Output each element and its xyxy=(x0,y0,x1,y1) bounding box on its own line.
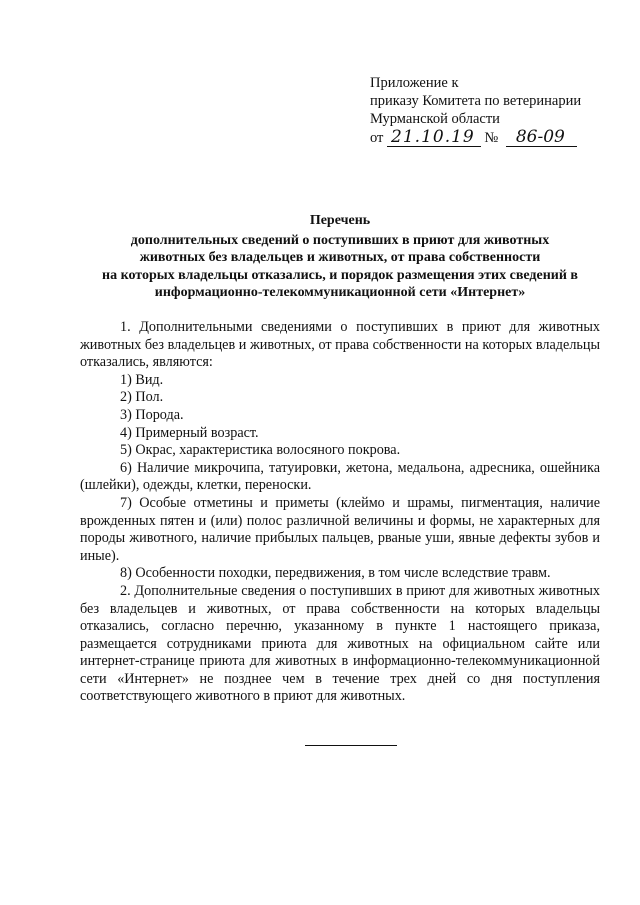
appendix-line-1: Приложение к xyxy=(370,75,459,91)
title-line-3: на которых владельцы отказались, и порядок размещения этих сведений в xyxy=(102,267,578,283)
document-body xyxy=(80,319,600,706)
appendix-date-line xyxy=(370,128,620,147)
title-line-2: животных без владельцев и животных, от права собственности xyxy=(139,250,541,265)
list-item-1: 1) Вид. xyxy=(120,371,164,388)
list-item-7: 7) Особые отметины и приметы (клеймо и шрамы, пигментация, наличие врожденных пятен и (или) полос различной величины и формы, не характерных для породы животного, наличие прибылых пальцев, рваные уши, явные дефекты зубов и иные). xyxy=(80,494,600,564)
title-heading: Перечень xyxy=(309,213,371,228)
list-item-8: 8) Особенности походки, передвижения, в том числе вследствие травм. xyxy=(120,565,551,582)
list-item-2: 2) Пол. xyxy=(120,389,164,406)
handwritten-date: 21.10.19 xyxy=(387,128,481,147)
list-item-3: 3) Порода. xyxy=(120,406,184,423)
list-item-6: 6) Наличие микрочипа, татуировки, жетона, медальона, адресника, ошейника (шлейки), одежды, клетки, переноски. xyxy=(80,459,600,494)
list-item-4: 4) Примерный возраст. xyxy=(120,424,259,441)
appendix-line-3: Мурманской области xyxy=(370,111,500,127)
closing-separator-line xyxy=(305,745,397,746)
title-line-4: информационно-телекоммуникационной сети «Интернет» xyxy=(154,285,526,300)
handwritten-number: 86-09 xyxy=(506,128,577,147)
section-1-intro: 1. Дополнительными сведениями о поступивших в приют для животных животных без владельцев и животных, от права собственности на которых владельцы отказались, являются: xyxy=(80,319,600,371)
number-label: № xyxy=(484,130,499,146)
from-label: от xyxy=(370,130,384,146)
appendix-header xyxy=(370,74,620,147)
appendix-line-2: приказу Комитета по ветеринарии xyxy=(370,93,582,109)
section-2-text: 2. Дополнительные сведения о поступивших в приют для животных животных без владельцев и животных, от права собственности на которых владельцы отказались, согласно перечню, указанному в пункте 1 настоящего приказа, размещается сотрудниками приюта для животных на официальном сайте или интернет-странице приюта для животных в информационно-телекоммуникационной сети «Интернет» не позднее чем в течение трех дней со дня поступления соответствующего животного в приют для животных. xyxy=(80,582,600,705)
document-title xyxy=(80,212,600,302)
title-line-1: дополнительных сведений о поступивших в приют для животных xyxy=(130,232,550,248)
list-item-5: 5) Окрас, характеристика волосяного покрова. xyxy=(120,442,401,459)
